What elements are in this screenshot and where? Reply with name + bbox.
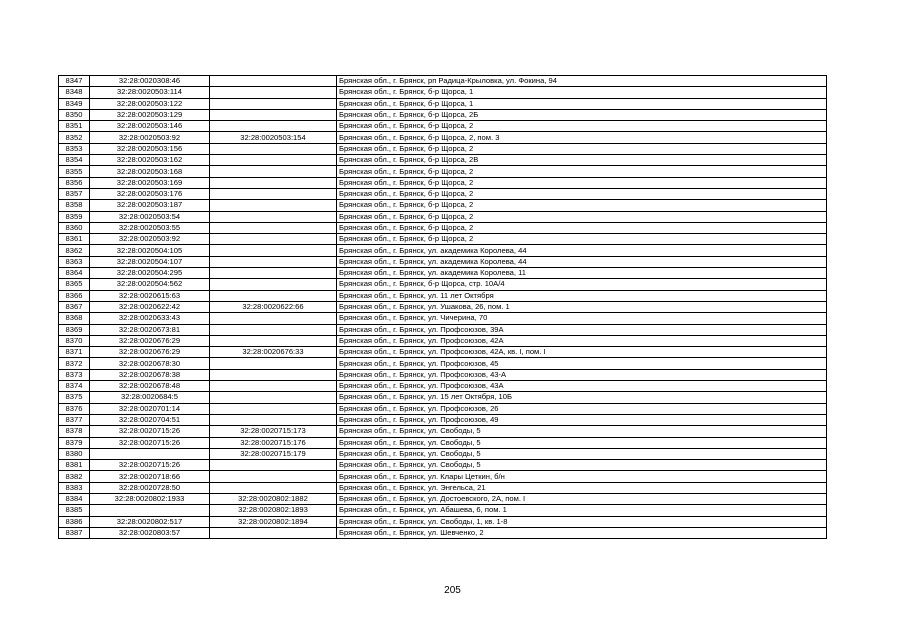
cadastral-number-cell: 32:28:0020504:107 <box>90 256 210 267</box>
cadastral-number-cell: 32:28:0020615:63 <box>90 290 210 301</box>
cadastral-number-cell: 32:28:0020503:55 <box>90 222 210 233</box>
row-number-cell: 8371 <box>59 347 90 358</box>
linked-cadastral-number-cell: 32:28:0020802:1893 <box>210 505 337 516</box>
address-cell: Брянская обл., г. Брянск, ул. Свободы, 1, кв. 1-8 <box>337 516 827 527</box>
address-cell: Брянская обл., г. Брянск, ул. Свободы, 5 <box>337 437 827 448</box>
linked-cadastral-number-cell <box>210 143 337 154</box>
cadastral-number-cell: 32:28:0020701:14 <box>90 403 210 414</box>
address-cell: Брянская обл., г. Брянск, ул. Свободы, 5 <box>337 426 827 437</box>
cadastral-number-cell: 32:28:0020704:51 <box>90 414 210 425</box>
address-cell: Брянская обл., г. Брянск, ул. Профсоюзов, 43-А <box>337 369 827 380</box>
table-row <box>59 426 827 437</box>
cadastral-number-cell: 32:28:0020503:92 <box>90 132 210 143</box>
linked-cadastral-number-cell <box>210 121 337 132</box>
cadastral-number-cell: 32:28:0020503:146 <box>90 121 210 132</box>
cadastral-number-cell: 32:28:0020503:114 <box>90 87 210 98</box>
table-row <box>59 324 827 335</box>
row-number-cell: 8360 <box>59 222 90 233</box>
row-number-cell: 8379 <box>59 437 90 448</box>
cadastral-number-cell: 32:28:0020503:187 <box>90 200 210 211</box>
row-number-cell: 8386 <box>59 516 90 527</box>
address-cell: Брянская обл., г. Брянск, б-р Щорса, 2В <box>337 155 827 166</box>
row-number-cell: 8375 <box>59 392 90 403</box>
table-row <box>59 347 827 358</box>
row-number-cell: 8385 <box>59 505 90 516</box>
table-row <box>59 301 827 312</box>
table-row <box>59 256 827 267</box>
row-number-cell: 8359 <box>59 211 90 222</box>
address-cell: Брянская обл., г. Брянск, б-р Щорса, 2 <box>337 200 827 211</box>
cadastral-number-cell: 32:28:0020503:156 <box>90 143 210 154</box>
address-cell: Брянская обл., г. Брянск, ул. Профсоюзов, 49 <box>337 414 827 425</box>
linked-cadastral-number-cell <box>210 403 337 414</box>
cadastral-number-cell <box>90 505 210 516</box>
address-cell: Брянская обл., г. Брянск, ул. Профсоюзов, 39А <box>337 324 827 335</box>
cadastral-number-cell: 32:28:0020715:26 <box>90 426 210 437</box>
linked-cadastral-number-cell <box>210 109 337 120</box>
table-row <box>59 460 827 471</box>
row-number-cell: 8387 <box>59 527 90 538</box>
cadastral-number-cell: 32:28:0020673:81 <box>90 324 210 335</box>
address-cell: Брянская обл., г. Брянск, ул. академика Королева, 11 <box>337 268 827 279</box>
address-cell: Брянская обл., г. Брянск, б-р Щорса, стр. 10А/4 <box>337 279 827 290</box>
table-row <box>59 177 827 188</box>
address-cell: Брянская обл., г. Брянск, ул. Достоевского, 2А, пом. I <box>337 493 827 504</box>
row-number-cell: 8381 <box>59 460 90 471</box>
table-row <box>59 143 827 154</box>
cadastral-number-cell: 32:28:0020678:38 <box>90 369 210 380</box>
row-number-cell: 8383 <box>59 482 90 493</box>
address-cell: Брянская обл., г. Брянск, ул. 15 лет Октября, 10Б <box>337 392 827 403</box>
address-cell: Брянская обл., г. Брянск, б-р Щорса, 2 <box>337 211 827 222</box>
address-cell: Брянская обл., г. Брянск, ул. Энгельса, 21 <box>337 482 827 493</box>
address-cell: Брянская обл., г. Брянск, ул. Шевченко, 2 <box>337 527 827 538</box>
linked-cadastral-number-cell <box>210 87 337 98</box>
linked-cadastral-number-cell: 32:28:0020676:33 <box>210 347 337 358</box>
linked-cadastral-number-cell <box>210 98 337 109</box>
address-cell: Брянская обл., г. Брянск, б-р Щорса, 2 <box>337 234 827 245</box>
address-cell: Брянская обл., г. Брянск, б-р Щорса, 2 <box>337 188 827 199</box>
address-cell: Брянская обл., г. Брянск, ул. Профсоюзов, 43А <box>337 381 827 392</box>
linked-cadastral-number-cell <box>210 279 337 290</box>
table-body <box>59 76 827 539</box>
row-number-cell: 8351 <box>59 121 90 132</box>
cadastral-number-cell: 32:28:0020803:57 <box>90 527 210 538</box>
table-row <box>59 471 827 482</box>
cadastral-number-cell: 32:28:0020633:43 <box>90 313 210 324</box>
cadastral-number-cell: 32:28:0020503:162 <box>90 155 210 166</box>
address-cell: Брянская обл., г. Брянск, ул. Свободы, 5 <box>337 448 827 459</box>
linked-cadastral-number-cell <box>210 268 337 279</box>
linked-cadastral-number-cell <box>210 76 337 87</box>
cadastral-number-cell: 32:28:0020503:54 <box>90 211 210 222</box>
address-cell: Брянская обл., г. Брянск, ул. Свободы, 5 <box>337 460 827 471</box>
table-row <box>59 132 827 143</box>
table-row <box>59 279 827 290</box>
row-number-cell: 8365 <box>59 279 90 290</box>
table-row <box>59 448 827 459</box>
linked-cadastral-number-cell <box>210 392 337 403</box>
table-row <box>59 369 827 380</box>
address-cell: Брянская обл., г. Брянск, б-р Щорса, 2, пом. 3 <box>337 132 827 143</box>
linked-cadastral-number-cell <box>210 460 337 471</box>
page-number: 205 <box>444 585 461 596</box>
linked-cadastral-number-cell <box>210 527 337 538</box>
row-number-cell: 8348 <box>59 87 90 98</box>
linked-cadastral-number-cell <box>210 256 337 267</box>
row-number-cell: 8377 <box>59 414 90 425</box>
table-row <box>59 211 827 222</box>
row-number-cell: 8361 <box>59 234 90 245</box>
cadastral-number-cell: 32:28:0020504:295 <box>90 268 210 279</box>
row-number-cell: 8367 <box>59 301 90 312</box>
cadastral-number-cell: 32:28:0020676:29 <box>90 347 210 358</box>
table-row <box>59 290 827 301</box>
table-row <box>59 234 827 245</box>
address-cell: Брянская обл., г. Брянск, б-р Щорса, 2 <box>337 166 827 177</box>
row-number-cell: 8378 <box>59 426 90 437</box>
address-cell: Брянская обл., г. Брянск, ул. академика Королева, 44 <box>337 256 827 267</box>
table-row <box>59 245 827 256</box>
table-row <box>59 482 827 493</box>
cadastral-number-cell: 32:28:0020728:50 <box>90 482 210 493</box>
linked-cadastral-number-cell <box>210 188 337 199</box>
cadastral-number-cell: 32:28:0020684:5 <box>90 392 210 403</box>
table-row <box>59 98 827 109</box>
table-row <box>59 527 827 538</box>
address-cell: Брянская обл., г. Брянск, б-р Щорса, 2 <box>337 222 827 233</box>
cadastral-number-cell: 32:28:0020715:26 <box>90 437 210 448</box>
cadastral-number-cell: 32:28:0020678:30 <box>90 358 210 369</box>
cadastral-number-cell: 32:28:0020622:42 <box>90 301 210 312</box>
address-cell: Брянская обл., г. Брянск, ул. Абашева, 6, пом. 1 <box>337 505 827 516</box>
cadastral-number-cell: 32:28:0020676:29 <box>90 335 210 346</box>
row-number-cell: 8349 <box>59 98 90 109</box>
linked-cadastral-number-cell: 32:28:0020715:176 <box>210 437 337 448</box>
address-cell: Брянская обл., г. Брянск, ул. Профсоюзов, 42А, кв. I, пом. I <box>337 347 827 358</box>
row-number-cell: 8382 <box>59 471 90 482</box>
cadastral-number-cell: 32:28:0020504:105 <box>90 245 210 256</box>
linked-cadastral-number-cell <box>210 222 337 233</box>
table-row <box>59 414 827 425</box>
table-row <box>59 381 827 392</box>
cadastral-number-cell: 32:28:0020503:92 <box>90 234 210 245</box>
row-number-cell: 8369 <box>59 324 90 335</box>
table-row <box>59 87 827 98</box>
linked-cadastral-number-cell <box>210 211 337 222</box>
linked-cadastral-number-cell <box>210 177 337 188</box>
property-table <box>58 75 827 539</box>
row-number-cell: 8374 <box>59 381 90 392</box>
row-number-cell: 8376 <box>59 403 90 414</box>
cadastral-number-cell: 32:28:0020715:26 <box>90 460 210 471</box>
linked-cadastral-number-cell: 32:28:0020503:154 <box>210 132 337 143</box>
cadastral-number-cell: 32:28:0020503:169 <box>90 177 210 188</box>
table-row <box>59 200 827 211</box>
linked-cadastral-number-cell: 32:28:0020622:66 <box>210 301 337 312</box>
cadastral-number-cell: 32:28:0020308:46 <box>90 76 210 87</box>
linked-cadastral-number-cell: 32:28:0020802:1882 <box>210 493 337 504</box>
linked-cadastral-number-cell: 32:28:0020802:1894 <box>210 516 337 527</box>
cadastral-number-cell: 32:28:0020503:122 <box>90 98 210 109</box>
address-cell: Брянская обл., г. Брянск, ул. Профсоюзов, 42А <box>337 335 827 346</box>
table-row <box>59 358 827 369</box>
cadastral-number-cell: 32:28:0020503:168 <box>90 166 210 177</box>
table-row <box>59 313 827 324</box>
address-cell: Брянская обл., г. Брянск, б-р Щорса, 2 <box>337 177 827 188</box>
table-row <box>59 505 827 516</box>
cadastral-number-cell: 32:28:0020504:562 <box>90 279 210 290</box>
table-row <box>59 268 827 279</box>
linked-cadastral-number-cell <box>210 335 337 346</box>
linked-cadastral-number-cell <box>210 313 337 324</box>
table-row <box>59 109 827 120</box>
linked-cadastral-number-cell <box>210 166 337 177</box>
linked-cadastral-number-cell: 32:28:0020715:179 <box>210 448 337 459</box>
row-number-cell: 8350 <box>59 109 90 120</box>
cadastral-number-cell: 32:28:0020802:517 <box>90 516 210 527</box>
linked-cadastral-number-cell <box>210 234 337 245</box>
address-cell: Брянская обл., г. Брянск, ул. академика Королева, 44 <box>337 245 827 256</box>
table-row <box>59 516 827 527</box>
linked-cadastral-number-cell <box>210 290 337 301</box>
row-number-cell: 8370 <box>59 335 90 346</box>
address-cell: Брянская обл., г. Брянск, ул. Чичерина, 70 <box>337 313 827 324</box>
address-cell: Брянская обл., г. Брянск, б-р Щорса, 1 <box>337 98 827 109</box>
linked-cadastral-number-cell <box>210 200 337 211</box>
cadastral-number-cell: 32:28:0020802:1933 <box>90 493 210 504</box>
row-number-cell: 8362 <box>59 245 90 256</box>
linked-cadastral-number-cell <box>210 414 337 425</box>
linked-cadastral-number-cell <box>210 369 337 380</box>
address-cell: Брянская обл., г. Брянск, ул. Профсоюзов, 45 <box>337 358 827 369</box>
row-number-cell: 8372 <box>59 358 90 369</box>
row-number-cell: 8347 <box>59 76 90 87</box>
address-cell: Брянская обл., г. Брянск, рп Радица-Крыловка, ул. Фокина, 94 <box>337 76 827 87</box>
linked-cadastral-number-cell <box>210 358 337 369</box>
address-cell: Брянская обл., г. Брянск, ул. 11 лет Октября <box>337 290 827 301</box>
row-number-cell: 8363 <box>59 256 90 267</box>
address-cell: Брянская обл., г. Брянск, ул. Клары Цеткин, б/н <box>337 471 827 482</box>
cadastral-number-cell: 32:28:0020503:129 <box>90 109 210 120</box>
address-cell: Брянская обл., г. Брянск, ул. Ушакова, 26, пом. 1 <box>337 301 827 312</box>
address-cell: Брянская обл., г. Брянск, ул. Профсоюзов, 26 <box>337 403 827 414</box>
table-row <box>59 392 827 403</box>
row-number-cell: 8356 <box>59 177 90 188</box>
row-number-cell: 8358 <box>59 200 90 211</box>
row-number-cell: 8380 <box>59 448 90 459</box>
linked-cadastral-number-cell <box>210 482 337 493</box>
linked-cadastral-number-cell <box>210 471 337 482</box>
row-number-cell: 8355 <box>59 166 90 177</box>
table-row <box>59 76 827 87</box>
address-cell: Брянская обл., г. Брянск, б-р Щорса, 1 <box>337 87 827 98</box>
row-number-cell: 8366 <box>59 290 90 301</box>
table-row <box>59 222 827 233</box>
table-row <box>59 335 827 346</box>
address-cell: Брянская обл., г. Брянск, б-р Щорса, 2Б <box>337 109 827 120</box>
table-row <box>59 121 827 132</box>
row-number-cell: 8352 <box>59 132 90 143</box>
row-number-cell: 8368 <box>59 313 90 324</box>
cadastral-number-cell: 32:28:0020678:48 <box>90 381 210 392</box>
linked-cadastral-number-cell <box>210 324 337 335</box>
table-row <box>59 166 827 177</box>
row-number-cell: 8353 <box>59 143 90 154</box>
row-number-cell: 8357 <box>59 188 90 199</box>
linked-cadastral-number-cell <box>210 155 337 166</box>
row-number-cell: 8373 <box>59 369 90 380</box>
table-row <box>59 403 827 414</box>
table-row <box>59 493 827 504</box>
address-cell: Брянская обл., г. Брянск, б-р Щорса, 2 <box>337 143 827 154</box>
linked-cadastral-number-cell <box>210 381 337 392</box>
table-row <box>59 188 827 199</box>
row-number-cell: 8364 <box>59 268 90 279</box>
cadastral-number-cell: 32:28:0020503:176 <box>90 188 210 199</box>
linked-cadastral-number-cell: 32:28:0020715:173 <box>210 426 337 437</box>
table-row <box>59 437 827 448</box>
cadastral-number-cell <box>90 448 210 459</box>
row-number-cell: 8354 <box>59 155 90 166</box>
row-number-cell: 8384 <box>59 493 90 504</box>
cadastral-number-cell: 32:28:0020718:66 <box>90 471 210 482</box>
address-cell: Брянская обл., г. Брянск, б-р Щорса, 2 <box>337 121 827 132</box>
table-row <box>59 155 827 166</box>
linked-cadastral-number-cell <box>210 245 337 256</box>
